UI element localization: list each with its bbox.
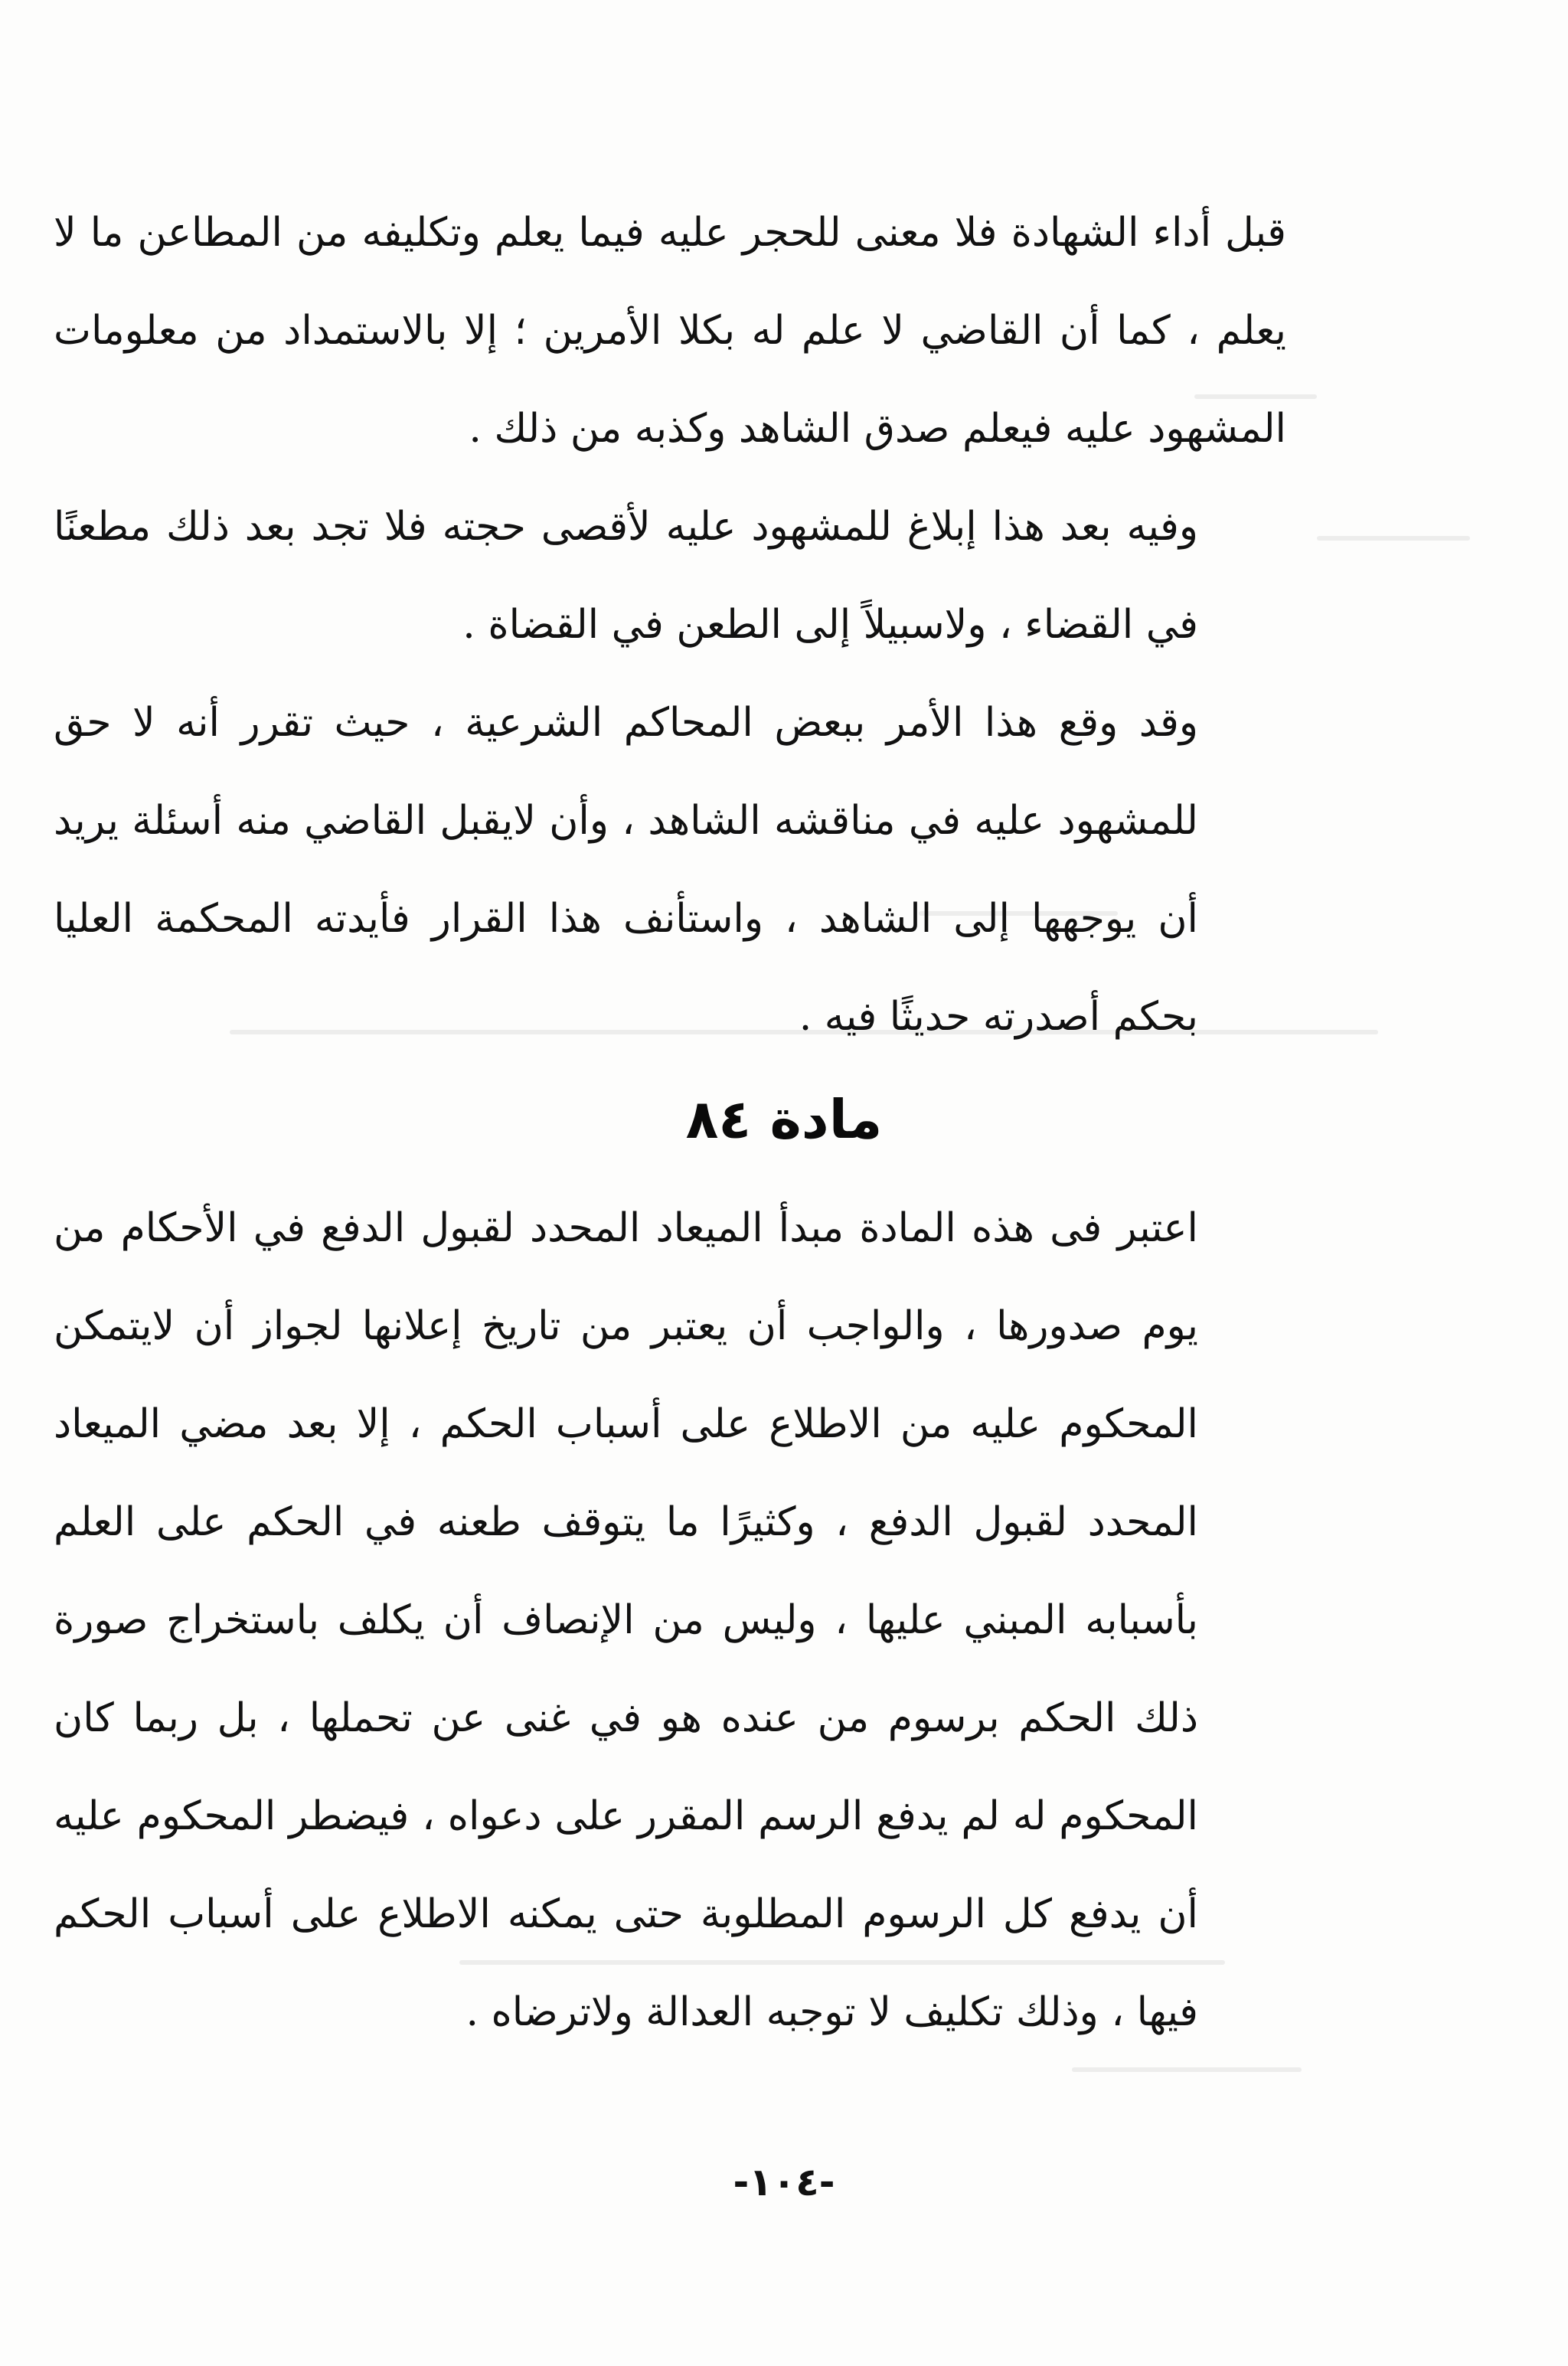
body-text-top bbox=[54, 184, 1286, 1066]
scan-speck bbox=[1072, 2067, 1302, 2072]
paragraph-2: وفيه بعد هذا إبلاغ للمشهود عليه لأقصى حجته فلا تجد بعد ذلك مطعنًا في القضاء ، ولاسبيلاً إلى الطعن في القضاة . bbox=[54, 504, 1198, 648]
paragraph-4: اعتبر فى هذه المادة مبدأ الميعاد المحدد لقبول الدفع في الأحكام من يوم صدورها ، والواجب أن يعتبر من تاريخ إعلانها لجواز أن لايتمكن المحكوم عليه من الاطلاع على أسباب الحكم ، إلا بعد مضي الميعاد المحدد لقبول الدفع ، وكثيرًا ما يتوقف طعنه في الحكم على العلم بأسبابه المبني عليها ، وليس من الإنصاف أن يكلف باستخراج صورة ذلك الحكم برسوم من عنده هو في غنى عن تحملها ، بل ربما كان المحكوم له لم يدفع الرسم المقرر على دعواه ، فيضطر المحكوم عليه أن يدفع كل الرسوم المطلوبة حتى يمكنه الاطلاع على أسباب الحكم فيها ، وذلك تكليف لا توجبه العدالة ولاترضاه . bbox=[54, 1205, 1198, 2035]
page-number: -١٠٤- bbox=[733, 2160, 835, 2204]
body-text-bottom bbox=[54, 1179, 1286, 2061]
article-heading: مادة ٨٤ bbox=[685, 1088, 883, 1151]
scan-speck bbox=[1317, 536, 1470, 541]
paragraph-1: قبل أداء الشهادة فلا معنى للحجر عليه فيما يعلم وتكليفه من المطاعن ما لا يعلم ، كما أن القاضي لا علم له بكلا الأمرين ؛ إلا بالاستمداد من معلومات المشهود عليه فيعلم صدق الشاهد وكذبه من ذلك . bbox=[54, 210, 1286, 452]
paragraph-3: وقد وقع هذا الأمر ببعض المحاكم الشرعية ، حيث تقرر أنه لا حق للمشهود عليه في مناقشه الشاهد ، وأن لايقبل القاضي منه أسئلة يريد أن يوجهها إلى الشاهد ، واستأنف هذا القرار فأيدته المحكمة العليا بحكم أصدرته حديثًا فيه . bbox=[54, 700, 1198, 1040]
